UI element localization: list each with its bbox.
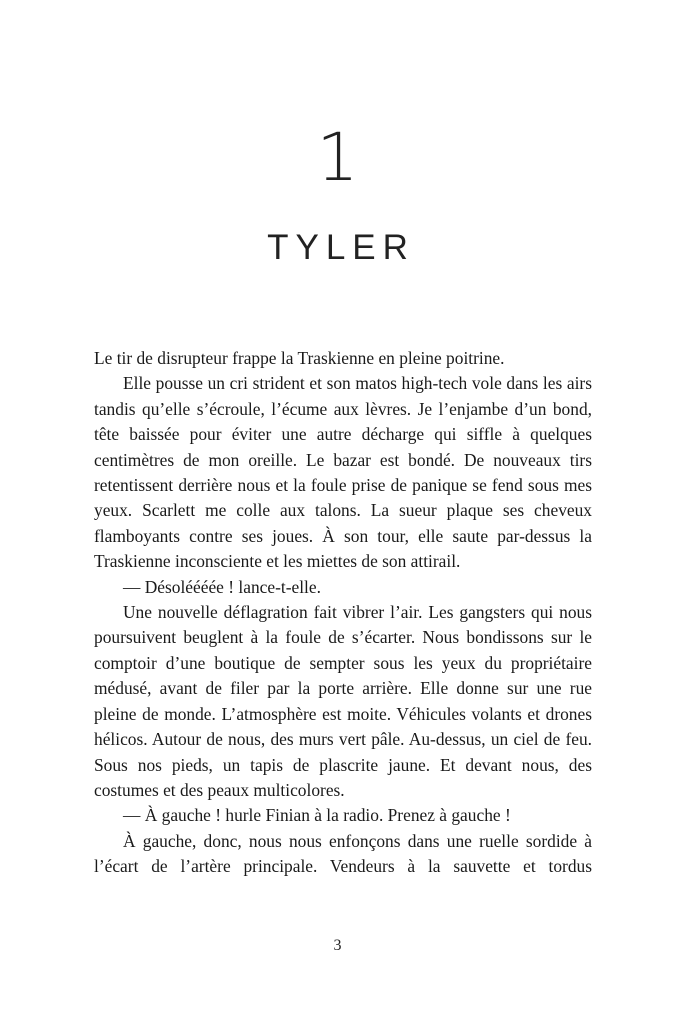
chapter-title: TYLER	[267, 228, 415, 267]
dialogue-paragraph: — À gauche ! hurle Finian à la radio. Prenez à gauche !	[123, 805, 511, 826]
page-number: 3	[333, 937, 342, 954]
paragraph: À gauche, donc, nous nous enfonçons dans une ruelle sordide à l’écart de l’artère principale. Vendeurs à la sauvette et tordus	[94, 830, 592, 877]
chapter-number: 1	[316, 119, 359, 196]
paragraph: Une nouvelle déflagration fait vibrer l’air. Les gangsters qui nous poursuivent beuglent à la foule de s’écarter. Nous bondissons sur le comptoir d’une boutique de sempter sous les yeux du propriétaire médusé, avant de filer par la porte arrière. Elle donne sur une rue pleine de monde. L’atmosphère est moite. Véhicules volants et drones hélicos. Autour de nous, des murs vert pâle. Au-dessus, un ciel de feu. Sous nos pieds, un tapis de plascrite jaune. Et devant nous, des costumes et des peaux multicolores.	[94, 602, 592, 800]
chapter-body	[94, 346, 592, 880]
dialogue-paragraph: — Désoléééée ! lance-t-elle.	[123, 576, 321, 597]
paragraph: Le tir de disrupteur frappe la Traskienne en pleine poitrine.	[94, 348, 505, 368]
paragraph: Elle pousse un cri strident et son matos high-tech vole dans les airs tandis qu’elle s’écroule, l’écume aux lèvres. Je l’enjambe d’un bond, tête baissée pour éviter une autre décharge qui siffle à quelques centimètres de mon oreille. Le bazar est bondé. De nouveaux tirs retentissent derrière nous et la foule prise de panique se fend sous mes yeux. Scarlett me colle aux talons. La sueur plaque ses cheveux flamboyants contre ses joues. À son tour, elle saute par-dessus la Traskienne inconsciente et les miettes de son attirail.	[94, 373, 592, 572]
